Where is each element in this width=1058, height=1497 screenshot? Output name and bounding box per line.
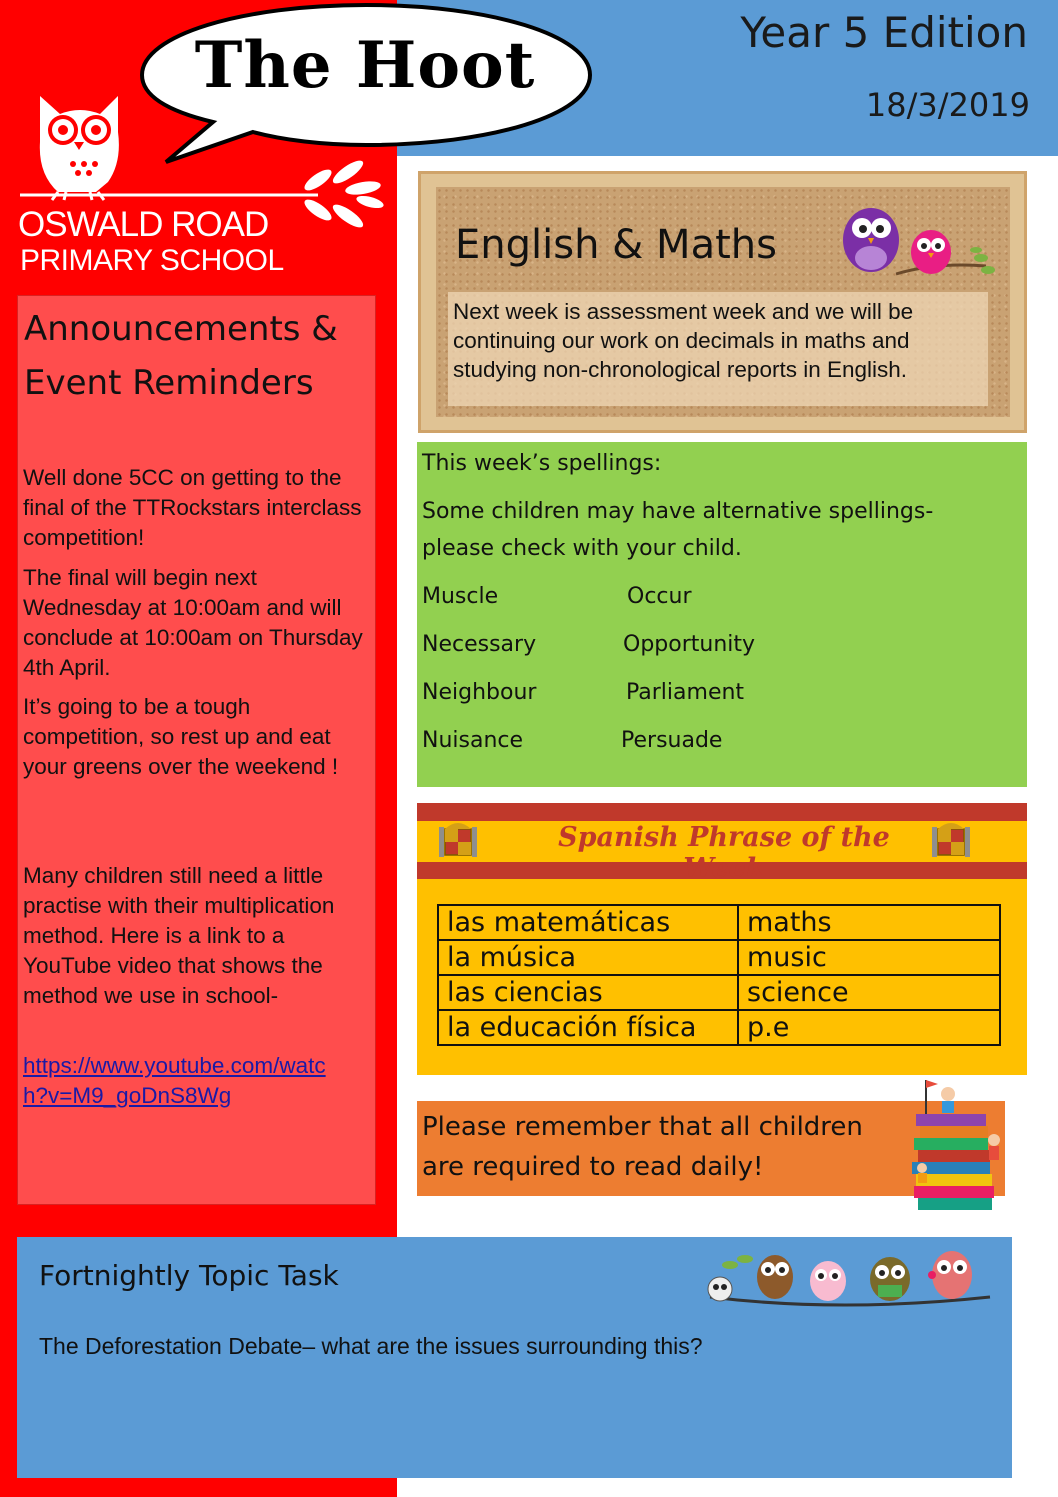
spanish-coat-of-arms-icon (908, 803, 1027, 879)
reading-reminder-line-2: are required to read daily! (422, 1152, 764, 1182)
youtube-link-container (23, 1051, 333, 1111)
youtube-link[interactable]: https://www.youtube.com/watch?v=M9_goDnS8Wg (23, 1053, 326, 1108)
spanish-phrase: la educación física (438, 1010, 738, 1045)
announcements-title: Announcements & Event Reminders (24, 309, 338, 403)
english-maths-title: English & Maths (455, 222, 777, 268)
owl-family-on-branch-icon (700, 1245, 1000, 1315)
table-row (438, 1010, 1000, 1045)
reading-reminder-text (422, 1107, 902, 1187)
announcement-paragraph: Many children still need a little practise with their multiplication method. Here is a link to a YouTube video that shows the method we use in school- (23, 863, 335, 1008)
spanish-coat-of-arms-icon (417, 803, 535, 879)
english-translation: music (738, 940, 1000, 975)
announcement-paragraph: Well done 5CC on getting to the final of the TTRockstars interclass competition! (23, 465, 362, 550)
spelling-word: Muscle (422, 584, 499, 609)
spanish-phrase: las matemáticas (438, 905, 738, 940)
spellings-note-line-2: please check with your child. (422, 536, 742, 561)
issue-date: 18/3/2019 (865, 86, 1030, 124)
spelling-word: Persuade (621, 728, 723, 753)
table-row (438, 940, 1000, 975)
spellings-heading: This week’s spellings: (422, 451, 662, 476)
school-name-line-2: PRIMARY SCHOOL (20, 244, 284, 277)
spanish-phrase: las ciencias (438, 975, 738, 1010)
spelling-word: Parliament (626, 680, 745, 705)
spanish-phrase: la música (438, 940, 738, 975)
table-row (438, 905, 1000, 940)
school-name-line-1: OSWALD ROAD (18, 205, 269, 244)
reading-reminder-line-1: Please remember that all children (422, 1112, 863, 1142)
spelling-word: Nuisance (422, 728, 524, 753)
topic-task-title: Fortnightly Topic Task (39, 1259, 339, 1292)
spelling-word: Opportunity (623, 632, 756, 657)
spellings-note-line-1: Some children may have alternative spellings- (422, 499, 934, 524)
spelling-word: Neighbour (422, 680, 537, 705)
english-translation: science (738, 975, 1000, 1010)
english-maths-text: Next week is assessment week and we will be continuing our work on decimals in maths and studying non-chronological reports in English. (453, 299, 914, 382)
spelling-word: Necessary (422, 632, 537, 657)
spanish-title: Spanish Phrase of the Week (558, 822, 890, 884)
book-stack-icon (908, 1076, 1013, 1218)
spanish-phrase-table (437, 904, 1001, 1046)
spelling-word: Occur (627, 584, 692, 609)
announcement-paragraph: It’s going to be a tough competition, so rest up and eat your greens over the weekend ! (23, 694, 339, 779)
newsletter-title: The Hoot (194, 28, 536, 103)
announcement-paragraph: The final will begin next Wednesday at 10:00am and will conclude at 10:00am on Thursday 4th April. (23, 565, 363, 680)
english-translation: maths (738, 905, 1000, 940)
topic-task-text: The Deforestation Debate– what are the issues surrounding this? (39, 1333, 703, 1359)
table-row (438, 975, 1000, 1010)
english-translation: p.e (738, 1010, 1000, 1045)
owls-on-branch-icon (836, 200, 996, 280)
edition-label: Year 5 Edition (740, 8, 1028, 57)
